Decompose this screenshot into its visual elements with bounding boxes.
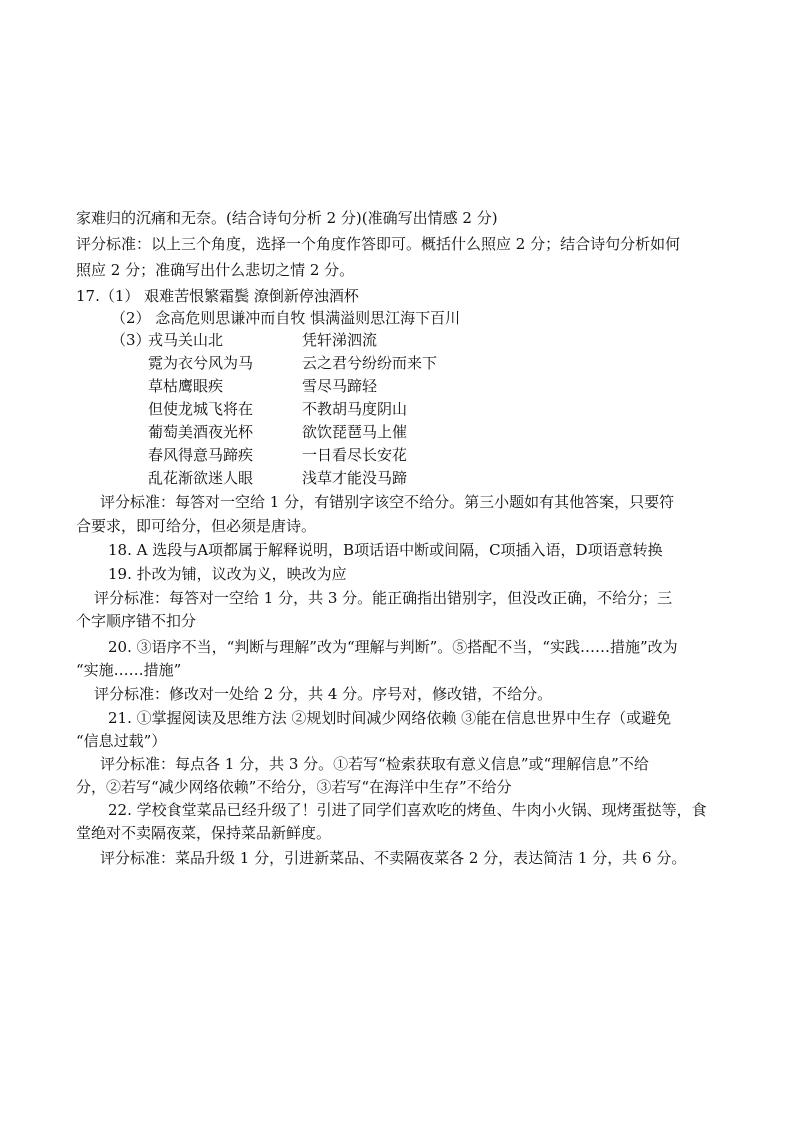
poem-line-first: 葡萄美酒夜光杯 <box>148 423 254 441</box>
poem-line-first: 春风得意马蹄疾 <box>148 446 254 464</box>
scoring-standard-line: 评分标准：每答对一空给 1 分，有错别字该空不给分。第三小题如有其他答案，只要符 <box>100 493 675 511</box>
text-line: 照应 2 分；准确写出什么悲切之情 2 分。 <box>76 261 355 279</box>
scoring-standard-line: 评分标准：每点各 1 分，共 3 分。①若写“检索获取有意义信息”或“理解信息”不给 <box>100 755 649 773</box>
poem-line-second: 凭轩涕泗流 <box>302 331 378 349</box>
poem-line-first: 霓为衣兮风为马 <box>148 354 254 372</box>
scoring-standard-line: 评分标准：每答对一空给 1 分，共 3 分。能正确指出错别字，但没改正确，不给分；三 <box>94 589 673 607</box>
q18-answer: 18. A 选段与A项都属于解释说明，B项话语中断或间隔，C项插入语，D项语意转换 <box>108 541 663 559</box>
scoring-standard-line: 评分标准：以上三个角度，选择一个角度作答即可。概括什么照应 2 分；结合诗句分析如何 <box>76 235 681 253</box>
poem-line-second: 雪尽马蹄轻 <box>302 377 378 395</box>
q22-answer: 22. 学校食堂菜品已经升级了！引进了同学们喜欢吃的烤鱼、牛肉小火锅、现烤蛋挞等，食 <box>108 801 707 819</box>
poem-line-second: 一日看尽长安花 <box>302 446 408 464</box>
poem-line-second: 欲饮琵琶马上催 <box>302 423 408 441</box>
poem-line-first: 但使龙城飞将在 <box>148 400 254 418</box>
q19-answer: 19. 扑改为铺，议改为义，映改为应 <box>108 565 347 583</box>
q17-part3-label: （3） <box>111 331 151 349</box>
scoring-standard-line: 评分标准：修改对一处给 2 分，共 4 分。序号对，修改错，不给分。 <box>94 685 553 703</box>
q17-part2: （2） 念高危则思谦冲而自牧 惧满溢则思江海下百川 <box>111 309 461 327</box>
poem-line-first: 草枯鹰眼疾 <box>148 377 224 395</box>
text-line: 分，②若写“减少网络依赖”不给分，③若写“在海洋中生存”不给分 <box>76 778 512 796</box>
poem-line-first: 乱花渐欲迷人眼 <box>148 469 254 487</box>
text-line: “实施……措施” <box>76 661 182 679</box>
text-line: 个字顺序错不扣分 <box>76 612 197 630</box>
q17-part1: 17.（1） 艰难苦恨繁霜鬓 潦倒新停浊酒杯 <box>76 287 359 305</box>
q20-answer: 20. ③语序不当，“判断与理解”改为“理解与判断”。⑤搭配不当，“实践……措施”改为 <box>108 638 678 656</box>
poem-line-first: 戎马关山北 <box>148 331 224 349</box>
poem-line-second: 云之君兮纷纷而来下 <box>302 354 438 372</box>
text-line: 堂绝对不卖隔夜菜，保持菜品新鲜度。 <box>76 824 332 842</box>
text-line: 合要求，即可给分，但必须是唐诗。 <box>76 517 317 535</box>
text-line: “信息过载”） <box>76 732 167 750</box>
scoring-standard-line: 评分标准：菜品升级 1 分，引进新菜品、不卖隔夜菜各 2 分，表达简洁 1 分，共 6 分。 <box>100 849 687 867</box>
text-line: 家难归的沉痛和无奈。(结合诗句分析 2 分)(准确写出情感 2 分) <box>76 209 498 227</box>
poem-line-second: 不教胡马度阴山 <box>302 400 408 418</box>
poem-line-second: 浅草才能没马蹄 <box>302 469 408 487</box>
q21-answer: 21. ①掌握阅读及思维方法 ②规划时间减少网络依赖 ③能在信息世界中生存（或避免 <box>108 709 672 727</box>
